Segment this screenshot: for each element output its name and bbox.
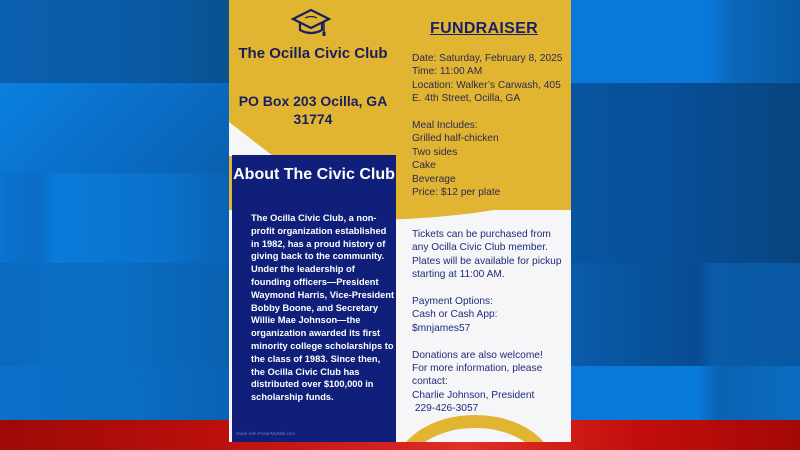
about-body: The Ocilla Civic Club, a non-profit organization established in 1982, has a proud history of giving back to the community. Under the leadership of founding officers—President Waymond Harris, Vice-President Bobby Boone, and Secretary Willie Mae Johnson—the organization awarded its first minority college scholarships to the class of 1983. Since then, the Ocilla Civic Club has distributed over $100,000 in scholarship funds. (251, 213, 395, 403)
fundraiser-title: FUNDRAISER (430, 20, 538, 37)
bg-tile (0, 0, 229, 83)
bg-tile (571, 0, 800, 83)
payment-methods: Cash or Cash App: (412, 309, 498, 321)
meal-item: Two sides (412, 146, 458, 158)
club-name: The Ocilla Civic Club (238, 45, 388, 62)
bg-tile (571, 263, 800, 366)
cash-app-handle: $mnjames57 (412, 322, 471, 334)
bg-tile (0, 263, 229, 366)
payment-heading: Payment Options: (412, 296, 493, 308)
more-info-text: For more information, please contact: (412, 363, 543, 388)
tickets-text: Tickets can be purchased from any Ocilla Civic Club member. Plates will be available for pickup starting at 11:00 AM. (412, 229, 562, 281)
club-address: PO Box 203 Ocilla, GA 31774 (238, 93, 388, 127)
event-date: Date: Saturday, February 8, 2025 (412, 53, 563, 64)
bg-tile (571, 366, 800, 420)
about-title: About The Civic Club (233, 166, 395, 183)
bg-tile (0, 173, 229, 263)
meal-item: Cake (412, 160, 436, 172)
contact-phone: 229-426-3057 (412, 403, 479, 415)
event-location: Location: Walker’s Carwash, 405 E. 4th Street, Ocilla, GA (412, 79, 561, 105)
bg-tile (0, 366, 229, 420)
fundraiser-flyer (229, 0, 571, 442)
watermark: Made with PosterMyWall.com (236, 431, 296, 436)
bg-tile (571, 83, 800, 263)
graduation-cap-icon (291, 8, 331, 38)
event-time: Time: 11:00 AM (412, 66, 483, 78)
gold-arc-decoration (395, 415, 555, 442)
bg-tile (0, 83, 229, 173)
price: Price: $12 per plate (412, 187, 501, 199)
meal-item: Grilled half-chicken (412, 133, 499, 145)
meal-item: Beverage (412, 173, 456, 185)
donations-text: Donations are also welcome! (412, 349, 543, 361)
contact-name: Charlie Johnson, President (412, 389, 535, 401)
ticket-info (412, 228, 570, 416)
event-details (412, 52, 568, 199)
meal-heading: Meal Includes: (412, 120, 478, 132)
